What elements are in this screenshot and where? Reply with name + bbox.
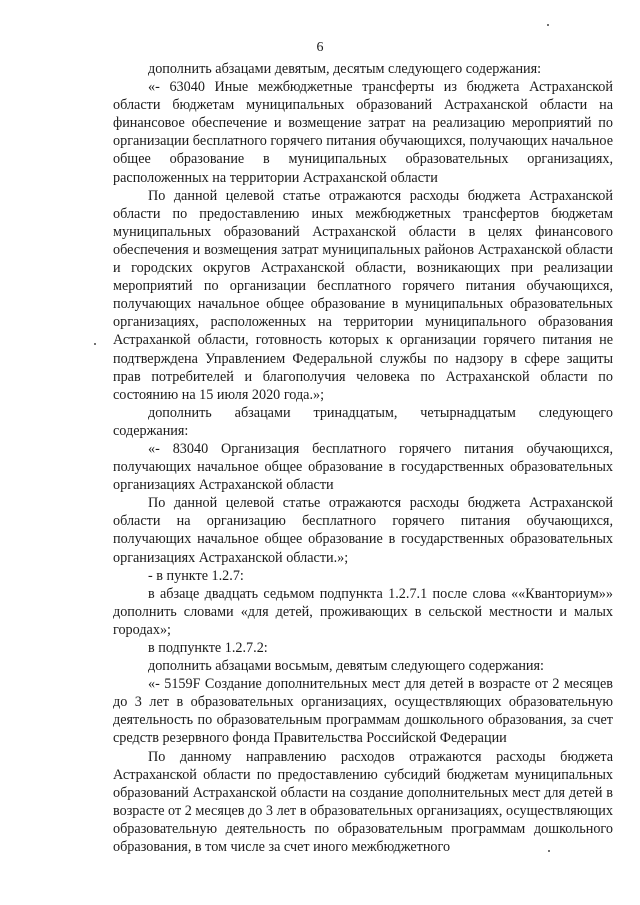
paragraph-1: дополнить абзацами девятым, десятым следующего содержания:	[148, 61, 542, 77]
paragraph-3: По данной целевой статье отражаются расходы бюджета Астраханской области по предоставлению иных межбюджетных трансфертов бюджетам муниципальных образований Астраханской области в целях финансового обеспечения и возмещения затрат муниципальных районов Астраханской области и городских округов Астраханской области, возникающих при реализации мероприятий по организации бесплатного горячего питания обучающихся, получающих начальное общее образование в муниципальных образовательных организациях, расположенных на территории муниципального образования Астраханкой области, готовность которых к организации горячего питания не подтверждена Управлением Федеральной службы по надзору в сфере защиты прав потребителей и благополучия человека по Астраханской области по состоянию на 15 июля 2020 года.»;	[113, 187, 613, 403]
paragraph-4: дополнить абзацами тринадцатым, четырнадцатым следующего содержания:	[113, 404, 613, 439]
paragraph-7: - в пункте 1.2.7:	[148, 567, 244, 584]
paragraph-8: в абзаце двадцать седьмом подпункта 1.2.7.1 после слова ««Кванториум»» дополнить словами «для детей, проживающих в сельской местности и малых городах»;	[113, 585, 613, 638]
paragraph-12: По данному направлению расходов отражаются расходы бюджета Астраханской области по предоставлению субсидий бюджетам муниципальных образований Астраханской области на создание дополнительных мест для детей в возрасте от 2 месяцев до 3 лет в образовательных организациях, осуществляющих образовательную деятельность по образовательным программам дошкольного образования, в том числе за счет иного межбюджетного	[113, 748, 613, 856]
paragraph-10: дополнить абзацами восьмым, девятым следующего содержания:	[148, 658, 544, 675]
scan-speck	[547, 24, 549, 26]
page-number: 6	[316, 40, 324, 55]
document-body	[113, 60, 613, 856]
scan-speck	[548, 850, 550, 852]
paragraph-2: «- 63040 Иные межбюджетные трансферты из бюджета Астраханской области бюджетам муниципальных образований Астраханской области на финансовое обеспечение и возмещение затрат на реализацию мероприятий по организации бесплатного горячего питания обучающихся, получающих начальное общее образование в муниципальных образовательных организациях, расположенных на территории Астраханской области	[113, 79, 613, 186]
paragraph-11: «- 5159F Создание дополнительных мест для детей в возрасте от 2 месяцев до 3 лет в образовательных организациях, осуществляющих образовательную деятельность по образовательным программам дошкольного образования, за счет средств резервного фонда Правительства Российской Федерации	[113, 676, 613, 747]
paragraph-5: «- 83040 Организация бесплатного горячего питания обучающихся, получающих начальное общее образование в государственных образовательных организациях Астраханской области	[113, 440, 613, 494]
paragraph-9: в подпункте 1.2.7.2:	[148, 640, 268, 656]
paragraph-6: По данной целевой статье отражаются расходы бюджета Астраханской области на организацию бесплатного горячего питания обучающихся, получающих начальное общее образование в государственных образовательных организациях Астраханской области.»;	[113, 495, 613, 566]
scan-speck	[94, 343, 96, 345]
